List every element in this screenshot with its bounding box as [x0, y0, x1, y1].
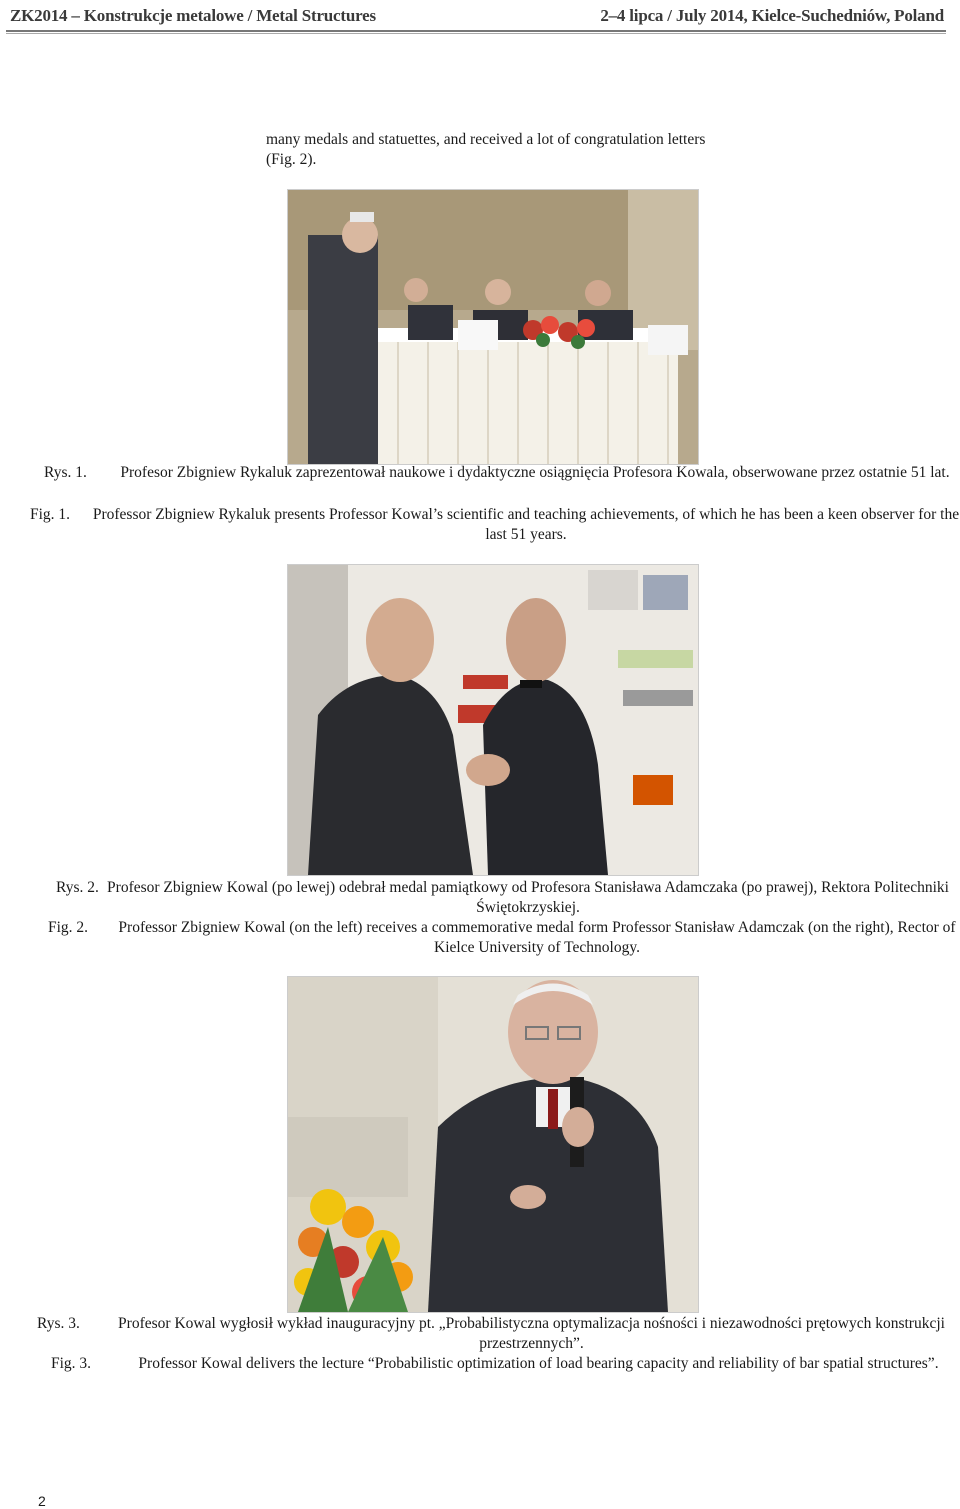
figure-1-caption-en: [30, 505, 960, 545]
figure-2-en-number: Fig. 2.: [48, 919, 89, 936]
running-header: [0, 0, 960, 36]
figure-1-caption-pl: [44, 463, 960, 503]
figure-3-caption-en: [51, 1354, 960, 1394]
figure-3-pl-text: Profesor Kowal wygłosił wykład inauguracyjny pt. „Probabilistyczna optymalizacja nośności i niezawodności prętowych konstrukcji przestrzennych”.: [118, 1315, 945, 1352]
figure-3-pl-number: Rys. 3.: [37, 1315, 80, 1332]
figure-2-caption-pl: [56, 878, 960, 918]
figure-3-photo: [287, 976, 699, 1313]
intro-paragraph: many medals and statuettes, and received a lot of congratulation letters (Fig. 2).: [266, 131, 706, 168]
header-conference-title: ZK2014 – Konstrukcje metalowe / Metal Structures: [10, 6, 376, 25]
header-conference-date: 2–4 lipca / July 2014, Kielce-Suchedniów, Poland: [600, 6, 944, 25]
figure-1-en-text: Professor Zbigniew Rykaluk presents Professor Kowal’s scientific and teaching achievements, of which he has been a keen observer for the last 51 years.: [92, 506, 960, 543]
figure-1-en-number: Fig. 1.: [30, 506, 71, 523]
header-rule-thin: [6, 33, 946, 34]
figure-2-photo: [287, 564, 699, 876]
figure-2-pl-number: Rys. 2.: [56, 879, 99, 896]
page-number: 2: [38, 1493, 46, 1509]
figure-1-pl-text: Profesor Zbigniew Rykaluk zaprezentował naukowe i dydaktyczne osiągnięcia Profesora Kowala, obserwowane przez ostatnie 51 lat.: [120, 464, 950, 481]
figure-3-en-text: Professor Kowal delivers the lecture “Probabilistic optimization of load bearing capacity and reliability of bar spatial structures”.: [138, 1355, 939, 1372]
figure-2-caption-en: [48, 918, 960, 958]
header-rule: [6, 30, 946, 32]
figure-3-en-number: Fig. 3.: [51, 1355, 92, 1372]
figure-1-photo: [287, 189, 699, 465]
figure-2-pl-text: Profesor Zbigniew Kowal (po lewej) odebrał medal pamiątkowy od Profesora Stanisława Adamczaka (po prawej), Rektora Politechniki Świętokrzyskiej.: [107, 879, 949, 916]
figure-2-en-text: Professor Zbigniew Kowal (on the left) receives a commemorative medal form Professor Stanisław Adamczak (on the right), Rector of Kielce University of Technology.: [118, 919, 956, 956]
figure-1-pl-number: Rys. 1.: [44, 464, 87, 481]
figure-3-caption-pl: [37, 1314, 960, 1354]
